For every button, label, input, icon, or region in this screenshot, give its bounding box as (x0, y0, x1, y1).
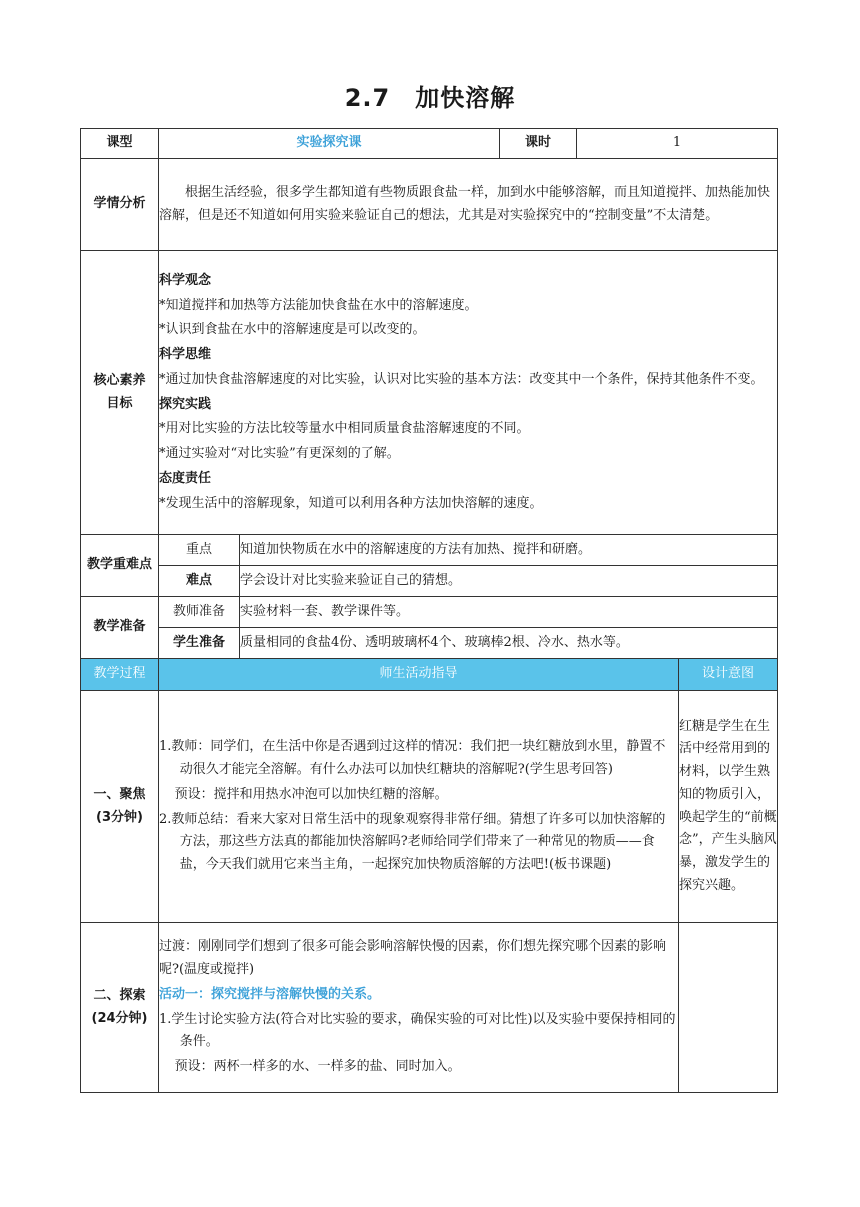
process-header-activity: 师生活动指导 (159, 659, 679, 691)
stage-focus-time: (3分钟) (96, 809, 143, 825)
key-difficult-label: 教学重难点 (81, 535, 159, 597)
goal-heading-attitude: 态度责任 (159, 470, 212, 486)
activity-one-heading: 活动一：探究搅拌与溶解快慢的关系。 (159, 986, 381, 1002)
teacher-prep-text: 实验材料一套、教学课件等。 (240, 597, 778, 628)
difficult-point-label: 难点 (159, 566, 240, 597)
class-hours-value: 1 (577, 129, 778, 159)
course-type-label: 课型 (81, 129, 159, 159)
teacher-prep-label: 教师准备 (159, 597, 240, 628)
stage-explore-activity (159, 923, 679, 1093)
activity-item: 1.学生讨论实验方法(符合对比实验的要求，确保实验的可对比性)以及实验中要保持相同的条件。 (159, 1011, 676, 1050)
stage-focus-name: 一、聚焦 (93, 786, 146, 802)
stage-explore-design (679, 923, 778, 1093)
page-title: 2.7 加快溶解 (344, 84, 516, 112)
key-point-text: 知道加快物质在水中的溶解速度的方法有加热、搅拌和研磨。 (240, 535, 778, 566)
analysis-row (81, 159, 778, 251)
goals-label (81, 251, 159, 535)
process-header-design: 设计意图 (679, 659, 778, 691)
process-header-stage: 教学过程 (81, 659, 159, 691)
goal-line: *通过实验对“对比实验”有更深刻的了解。 (159, 446, 400, 461)
goal-heading-thinking: 科学思维 (159, 347, 212, 362)
teacher-prep-row (81, 597, 778, 628)
preparation-label: 教学准备 (81, 597, 159, 659)
stage-explore-label (81, 923, 159, 1093)
stage-explore-row (81, 923, 778, 1093)
goal-line: *认识到食盐在水中的溶解速度是可以改变的。 (159, 322, 426, 338)
goal-line: *通过加快食盐溶解速度的对比实验，认识对比实验的基本方法：改变其中一个条件，保持其他条件不变。 (159, 371, 764, 387)
stage-focus-row (81, 691, 778, 923)
goal-line: *用对比实验的方法比较等量水中相同质量食盐溶解速度的不同。 (159, 421, 530, 437)
course-type-value: 实验探究课 (159, 129, 500, 159)
goal-line: *知道搅拌和加热等方法能加快食盐在水中的溶解速度。 (159, 297, 478, 313)
activity-preset: 预设：两杯一样多的水、一样多的盐、同时加入。 (174, 1059, 461, 1074)
class-hours-label: 课时 (500, 129, 577, 159)
stage-focus-activity (159, 691, 679, 923)
analysis-text: 根据生活经验，很多学生都知道有些物质跟食盐一样，加到水中能够溶解，而且知道搅拌、加热能加快溶解，但是还不知道如何用实验来验证自己的想法，尤其是对实验探究中的“控制变量”不太清楚。 (159, 159, 778, 251)
stage-explore-time: (24分钟) (91, 1010, 148, 1026)
student-prep-row (81, 628, 778, 659)
goals-label-line1: 核心素养 (93, 372, 146, 388)
difficult-point-row (81, 566, 778, 597)
key-point-row (81, 535, 778, 566)
goal-heading-practice: 探究实践 (159, 396, 212, 412)
difficult-point-text: 学会设计对比实验来验证自己的猜想。 (240, 566, 778, 597)
stage-focus-design: 红糖是学生在生活中经常用到的材料，以学生熟知的物质引入，唤起学生的“前概念”，产生头脑风暴，激发学生的探究兴趣。 (679, 691, 778, 923)
stage-explore-name: 二、探索 (93, 987, 146, 1003)
key-point-label: 重点 (159, 535, 240, 566)
lesson-plan-table (80, 128, 778, 1093)
activity-item: 1.教师：同学们，在生活中你是否遇到过这样的情况：我们把一块红糖放到水里，静置不动很久才能完全溶解。有什么办法可以加快红糖块的溶解呢?(学生思考回答) (159, 739, 666, 777)
course-type-row (81, 129, 778, 159)
student-prep-label: 学生准备 (159, 628, 240, 659)
goal-heading-concept: 科学观念 (159, 272, 212, 288)
stage-focus-label (81, 691, 159, 923)
goal-line: *发现生活中的溶解现象，知道可以利用各种方法加快溶解的速度。 (159, 495, 543, 511)
activity-item: 2.教师总结：看来大家对日常生活中的现象观察得非常仔细。猜想了许多可以加快溶解的方法，那这些方法真的都能加快溶解吗?老师给同学们带来了一种常见的物质——食盐，今天我们就用它来当主角，一起探究加快物质溶解的方法吧!(板书课题) (159, 811, 666, 872)
goals-content (159, 251, 778, 535)
goals-row (81, 251, 778, 535)
transition-text: 过渡：刚刚同学们想到了很多可能会影响溶解快慢的因素，你们想先探究哪个因素的影响呢?(温度或搅拌) (159, 939, 667, 977)
student-prep-text: 质量相同的食盐4份、透明玻璃杯4个、玻璃棒2根、冷水、热水等。 (240, 628, 778, 659)
analysis-label: 学情分析 (81, 159, 159, 251)
goals-label-line2: 目标 (106, 395, 133, 411)
process-header-row (81, 659, 778, 691)
activity-preset: 预设：搅拌和用热水冲泡可以加快红糖的溶解。 (174, 786, 448, 802)
